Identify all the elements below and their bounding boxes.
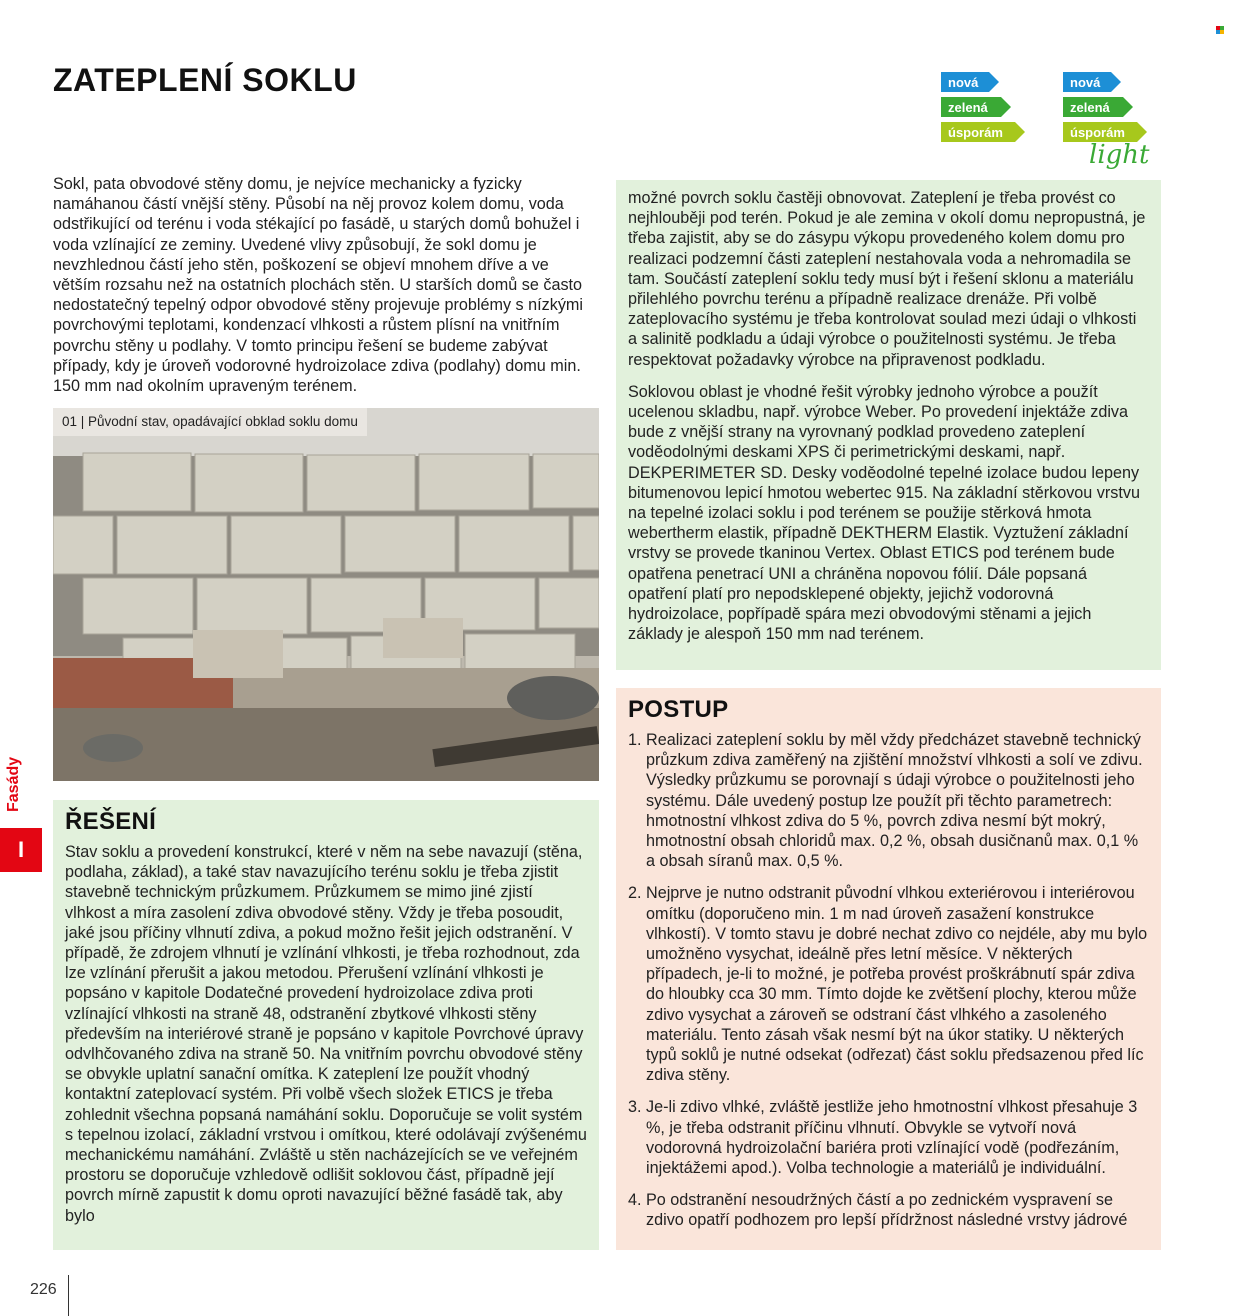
reseni-text: Stav soklu a provedení konstrukcí, které v něm na sebe navazují (stěna, podlaha, základ), a také stav navazujícího terénu soklu je třeba zjistit stavebně technickým průzkumem. Průzkumem se mimo jiné zjistí vlhkost a míra zasolení zdiva obvodové stěny. Vždy je třeba posoudit, jaké jsou příčiny vlhnutí zdiva, a pokud možno řešit jejich odstranění. V případě, že zdrojem vlhnutí je vzlínání vlhkosti, je třeba rozhodnout, zda lze vzlínání přerušit a jakou metodou. Přerušení vzlínání vlhkosti je popsáno v kapitole Dodatečné provedení hydroizolace zdiva proti vzlínající vlhkosti na straně 48, odstranění zbytkové vlhkosti stěny především na interiérové straně je popsáno v kapitole Povrchové úpravy odvlhčovaného zdiva na straně 50. Na vnitřním povrchu obvodové stěny se obvykle uplatní sanační omítka. K zateplení lze použít vhodný kontaktní zateplovací systém. Při volbě všech složek ETICS je třeba zohlednit všechna popsaná namáhání soklu. Doporučuje se volit systém s tepelnou izolací, základní vrstvou i omítkou, které odolávají zvýšenému mechanickému namáhání. Zvláště u stěn nacházejících se ve veřejném prostoru se doporučuje vzhledově odlišit soklovou část, případně její povrch mírně zapustit k domu oproti navazující běžné fasádě tak, aby bylo: [65, 843, 587, 1225]
photo-sokl: [53, 408, 599, 781]
badge-light-text-zelena: zelená: [1070, 100, 1110, 115]
postup-heading: POSTUP: [628, 696, 729, 723]
nzu-light-badge-graphic: [1063, 70, 1163, 170]
continuation-paragraph-1: možné povrch soklu častěji obnovovat. Zateplení je třeba provést co nejhlouběji pod terén. Pokud je ale zemina v okolí domu nepropustná, je třeba zajistit, aby se do zásypu výkopu provedeného kolem domu pro realizaci podzemní části zateplení nestahovala voda a nehromadila se tam. Součástí zateplení soklu tedy musí být i řešení sklonu a materiálu přilehlého povrchu terénu a případně realizace drenáže. Při volbě zateplovacího systému je třeba kontrolovat soulad mezi údaji o vlhkosti a salinitě podkladu a údaji výrobce o použitelnosti systému. Je třeba respektovat požadavky výrobce na připravenost podkladu.: [628, 189, 1146, 369]
section-label: Fasády: [5, 756, 22, 812]
page-title: ZATEPLENÍ SOKLU: [53, 62, 357, 98]
photo-caption: 01 | Původní stav, opadávající obklad soklu domu: [53, 408, 367, 436]
badge-light-text-usporam: úsporám: [1070, 125, 1125, 140]
postup-step: [628, 1190, 1149, 1230]
continuation-paragraph-2: Soklovou oblast je vhodné řešit výrobky jednoho výrobce a použít ucelenou skladbu, např. výrobce Weber. Po provedení injektáže zdiva bude z vnější strany na vyrovnaný podklad provedeno zateplení voděodolnými deskami XPS či perimetrickými deskami, např. DEKPERIMETER SD. Desky voděodolné tepelné izolace budou lepeny bitumenovou lepicí hmotou webertec 915. Na základní stěrkovou vrstvu na tepelné izolaci soklu i pod terénem se použije stěrková hmota webertherm elastik, případně DEKTHERM Elastik. Vyztužení základní vrstvy se provede tkaninou Vertex. Oblast ETICS pod terénem bude opatřena penetrací UNI a chráněna nopovou fólií. Dále popsaná opatření platí pro nepodsklepené objekty, jejichž vodorovná hydroizolace, popřípadě spára mezi obvodovými stěnami a jejich základy je alespoň 150 mm nad terénem.: [628, 382, 1140, 644]
page-number-divider: [68, 1275, 69, 1316]
photo-wall-illustration: [53, 408, 599, 781]
brand-mark-icon: [1216, 26, 1224, 34]
nzu-badge: [941, 70, 1031, 153]
step-text: Je-li zdivo vlhké, zvláště jestliže jeho hmotnostní vlhkost přesahuje 3 %, je třeba odstranit příčinu vlhnutí. Obvykle se vytvoří nová vodorovná hydroizolační bariéra proti vzlínající vodě (podřezáním, injektážemi apod.). Volba technologie a materiálů je individuální.: [646, 1098, 1138, 1178]
intro-paragraph: Sokl, pata obvodové stěny domu, je nejvíce mechanicky a fyzicky namáhanou částí vnější stěny. Působí na něj provoz kolem domu, voda odstřikující od terénu i voda stékající po fasádě, u starých domů bohužel i voda vzlínající ze zeminy. Uvedené vlivy způsobují, že sokl domu je nevzhlednou částí jeho stěn, poškození se objeví mnohem dříve a ve větším rozsahu než na ostatních plochách stěn. U starších domů se často nedostatečný tepelný odpor obvodové stěny projevuje problémy s nízkými povrchovými teplotami, kondenzací vlhkosti a růstem plísní na vnitřním povrchu stěny u podlahy. V tomto principu řešení se budeme zabývat případy, kdy je úroveň vodorovné hydroizolace zdiva (podlahy) domu min. 150 mm nad okolním upraveným terénem.: [53, 175, 583, 396]
section-tab: I: [0, 828, 42, 872]
postup-step: [628, 1097, 1149, 1178]
badge-text-usporam: úsporám: [948, 125, 1003, 140]
step-text: Realizaci zateplení soklu by měl vždy předcházet stavebně technický průzkum zdiva zaměřený na zjištění množství vlhkosti a solí ve zdivu. Výsledky průzkumu se porovnají s údaji výrobce o použitelnosti jeho systému. Dále uvedený postup lze použít při těchto parametrech: hmotnostní vlhkost zdiva do 5 %, povrch zdiva nesmí být mokrý, hmotnostní obsah chloridů max. 0,2 %, obsah dusičnanů max. 0,1 % a obsah síranů max. 0,5 %.: [646, 731, 1143, 871]
step-number: 2.: [628, 884, 642, 903]
step-text: Po odstranění nesoudržných částí a po zednickém vyspravení se zdivo opatří podhozem pro lepší přídržnost následné vrstvy jádrové: [646, 1191, 1128, 1230]
step-text: Nejprve je nutno odstranit původní vlhkou exteriérovou i interiérovou omítku (doporučeno min. 1 m nad úroveň zasažení konstrukce vlhkostí). V tomto stavu je dobré nechat zdivo co nejdéle, aby mu bylo umožněno vysychat, ideálně přes letní měsíce. V některých případech, je-li to možné, je potřeba provést proškrábnutí spár zdiva do hloubky cca 30 mm. Tímto dojde ke zvětšení plochy, kterou může zdivo vysychat a zároveň se odstraní část vlhkého a zasoleného materiálu. Tento zásah však nesmí být na úkor statiky. U některých typů soklů je nutné odsekat (odřezat) část soklu předsazenou před líc zdiva stěny.: [646, 884, 1148, 1085]
postup-step: [628, 883, 1149, 1085]
postup-step: [628, 730, 1149, 871]
continuation-box: [616, 180, 1161, 670]
step-number: 1.: [628, 731, 642, 749]
nzu-light-badge: [1063, 70, 1163, 175]
postup-steps: [628, 730, 1149, 1231]
badge-light-script: light: [1089, 140, 1150, 170]
step-number: 3.: [628, 1098, 642, 1117]
page-number: 226: [30, 1281, 57, 1298]
postup-box: [616, 688, 1161, 1250]
step-number: 4.: [628, 1191, 642, 1210]
nzu-badge-graphic: [941, 70, 1031, 148]
badge-light-text-nova: nová: [1070, 75, 1101, 90]
badge-text-nova: nová: [948, 75, 979, 90]
badge-text-zelena: zelená: [948, 100, 988, 115]
reseni-box: [53, 800, 599, 1250]
reseni-heading: ŘEŠENÍ: [65, 808, 157, 835]
